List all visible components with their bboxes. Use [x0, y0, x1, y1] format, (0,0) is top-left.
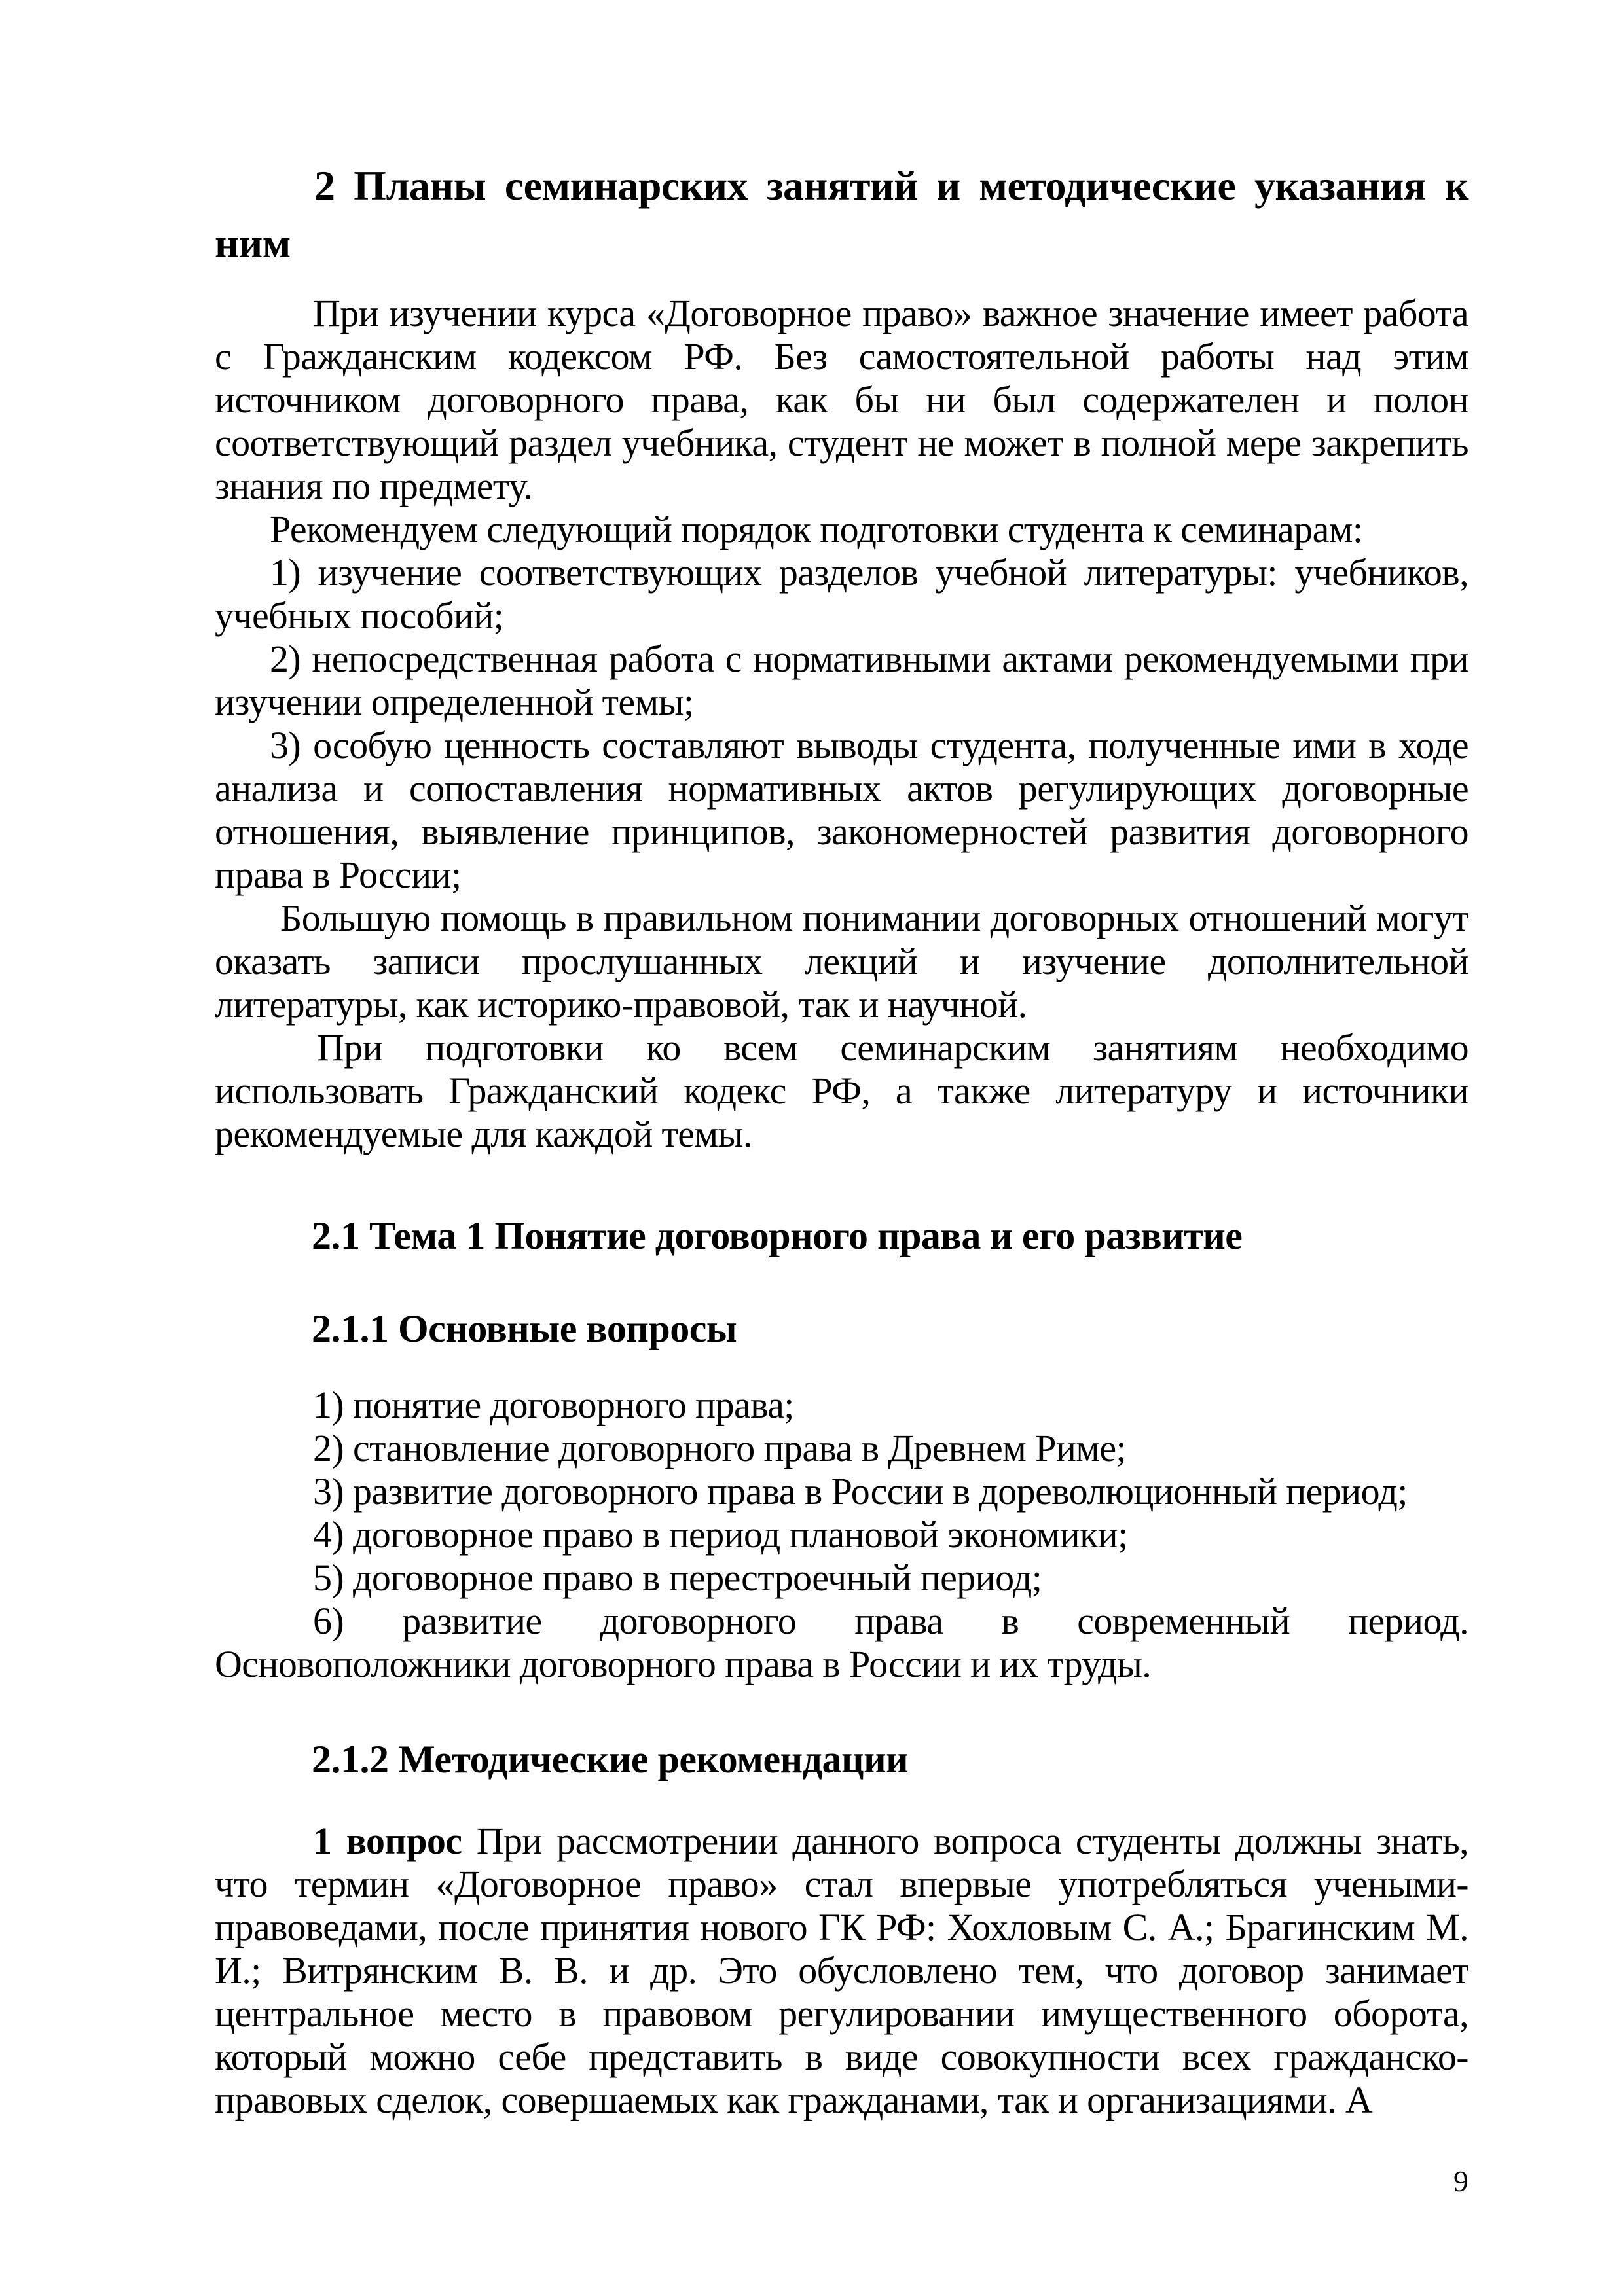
list-item: 1) изучение соответствующих разделов учебной литературы: учебников, учебных пособий; — [215, 551, 1468, 637]
questions-heading: 2.1.1 Основные вопросы — [312, 1307, 737, 1350]
list-item: 2) непосредственная работа с нормативными актами рекомендуемыми при изучении определенной темы; — [215, 637, 1468, 723]
question-number-lead: 1 вопрос — [313, 1820, 462, 1862]
question-item: 1) понятие договорного права; — [313, 1384, 794, 1426]
method-paragraph — [215, 1820, 1468, 2122]
method-heading: 2.1.2 Методические рекомендации — [312, 1738, 909, 1781]
intro-paragraph-3: Большую помощь в правильном понимании договорных отношений могут оказать записи прослушанных лекций и изучение дополнительной литературы, как историко-правовой, так и научной. — [215, 897, 1468, 1026]
question-item: 2) становление договорного права в Древнем Риме; — [313, 1427, 1127, 1469]
intro-paragraph-4: При подготовки ко всем семинарским занятиям необходимо использовать Гражданский кодекс РФ, а также литературу и источники рекомендуемые для каждой темы. — [215, 1026, 1468, 1155]
theme-heading: 2.1 Тема 1 Понятие договорного права и его развитие — [312, 1214, 1243, 1257]
page-number: 9 — [1453, 2164, 1468, 2198]
question-item: 6) развитие договорного права в современный период. Основоположники договорного права в России и их труды. — [215, 1600, 1468, 1685]
list-item: 3) особую ценность составляют выводы студента, полученные ими в ходе анализа и сопоставления нормативных актов регулирующих договорные отношения, выявление принципов, закономерностей развития договорного права в России; — [215, 724, 1468, 896]
question-item: 3) развитие договорного права в России в дореволюционный период; — [313, 1470, 1408, 1513]
question-item: 5) договорное право в перестроечный период; — [313, 1556, 1042, 1599]
method-paragraph-text: При рассмотрении данного вопроса студенты должны знать, что термин «Договорное право» стал впервые употребляться учеными-правоведами, после принятия нового ГК РФ: Хохловым С. А.; Брагинским М. И.; Витрянским В. В. и др. Это обусловлено тем, что договор занимает центральное место в правовом регулировании имущественного оборота, который можно себе представить в виде совокупности всех гражданско-правовых сделок, совершаемых как гражданами, так и организациями. А — [215, 1820, 1469, 2121]
intro-paragraph-2: Рекомендуем следующий порядок подготовки студента к семинарам: — [270, 508, 1363, 550]
chapter-title: 2 Планы семинарских занятий и методические указания к ним — [215, 162, 1468, 266]
questions-list — [215, 1384, 1468, 1686]
text-block — [215, 0, 1468, 2122]
intro-paragraph-1: При изучении курса «Договорное право» важное значение имеет работа с Гражданским кодексом РФ. Без самостоятельной работы над этим источником договорного права, как бы ни был содержателен и полон соответствующий раздел учебника, студент не может в полной мере закрепить знания по предмету. — [215, 292, 1468, 507]
question-item: 4) договорное право в период плановой экономики; — [313, 1513, 1128, 1556]
